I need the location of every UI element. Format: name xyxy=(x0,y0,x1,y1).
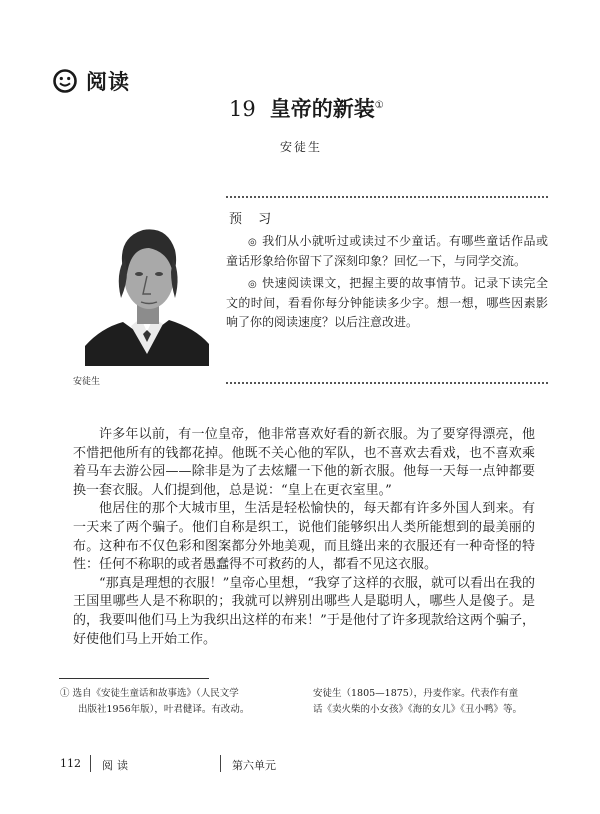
smiley-face-icon xyxy=(53,69,77,93)
body-paragraph: 他居住的那个大城市里，生活是轻松愉快的，每天都有许多外国人到来。有一天来了两个骗子。他们自称是织工，说他们能够织出人类所能想到的最美丽的布。这种布不仅色彩和图案都分外地美观，而且缝出来的衣服还有一种奇怪的特性：任何不称职的或者愚蠢得不可救药的人，都看不见这衣服。 xyxy=(73,501,535,573)
footnote-author-line2: 话《卖火柴的小女孩》《海的女儿》《丑小鸭》等。 xyxy=(313,704,523,715)
footnote-source-line2: 出版社1956年版），叶君健译。有改动。 xyxy=(78,704,250,715)
lesson-number: 19 xyxy=(229,97,256,121)
lesson-title xyxy=(229,93,384,123)
footer-separator xyxy=(220,755,221,772)
preview-item xyxy=(226,232,548,271)
divider-bottom xyxy=(226,382,548,384)
page-number: 112 xyxy=(60,757,81,770)
story-body xyxy=(73,426,535,649)
title-footnote-ref: ① xyxy=(374,100,384,111)
author-name: 安徒生 xyxy=(280,140,323,154)
footnote-author-note xyxy=(313,686,543,718)
preview-item-text: 快速阅读课文，把握主要的故事情节。记录下读完全文的时间，看看你每分钟能读多少字。想一想，哪些因素影响了你的阅读速度？以后注意改进。 xyxy=(226,276,548,329)
section-header xyxy=(53,66,130,96)
portrait-caption: 安徒生 xyxy=(73,377,101,387)
section-title: 阅读 xyxy=(86,70,130,94)
preview-item xyxy=(226,274,548,332)
body-paragraph: 许多年以前，有一位皇帝，他非常喜欢好看的新衣服。为了要穿得漂亮，他不惜把他所有的钱都花掉。他既不关心他的军队，也不喜欢去看戏，也不喜欢乘着马车去游公园——除非是为了去炫耀一下他的新衣服。他每一天每一点钟都要换一套衣服。人们提到他，总是说：“皇上在更衣室里。” xyxy=(73,427,535,498)
body-paragraph: “那真是理想的衣服！”皇帝心里想，“我穿了这样的衣服，就可以看出在我的王国里哪些人是不称职的；我就可以辨别出哪些人是聪明人，哪些人是傻子。是的，我要叫他们马上为我织出这样的布来！”于是他付了许多现款给这两个骗子，好使他们马上开始工作。 xyxy=(73,575,535,647)
footnote-source-line1: ① 选自《安徒生童话和故事选》（人民文学 xyxy=(60,688,239,699)
lesson-title-text: 皇帝的新装 xyxy=(269,96,375,121)
footnote-source xyxy=(60,686,280,718)
footnote-rule xyxy=(59,678,209,679)
footnote-author-line1: 安徒生（1805—1875），丹麦作家。代表作有童 xyxy=(313,688,519,699)
author-portrait xyxy=(85,214,209,366)
footer-section: 阅读 xyxy=(102,759,132,772)
preview-label: 预 习 xyxy=(229,212,278,227)
preview-section xyxy=(226,232,548,335)
bullet-icon: ◎ xyxy=(248,279,258,290)
footer-separator xyxy=(90,755,91,772)
divider-top xyxy=(226,196,548,198)
preview-item-text: 我们从小就听过或读过不少童话。有哪些童话作品或童话形象给你留下了深刻印象？回忆一下，与同学交流。 xyxy=(226,234,548,268)
footer-unit: 第六单元 xyxy=(232,759,276,772)
bullet-icon: ◎ xyxy=(248,237,258,248)
